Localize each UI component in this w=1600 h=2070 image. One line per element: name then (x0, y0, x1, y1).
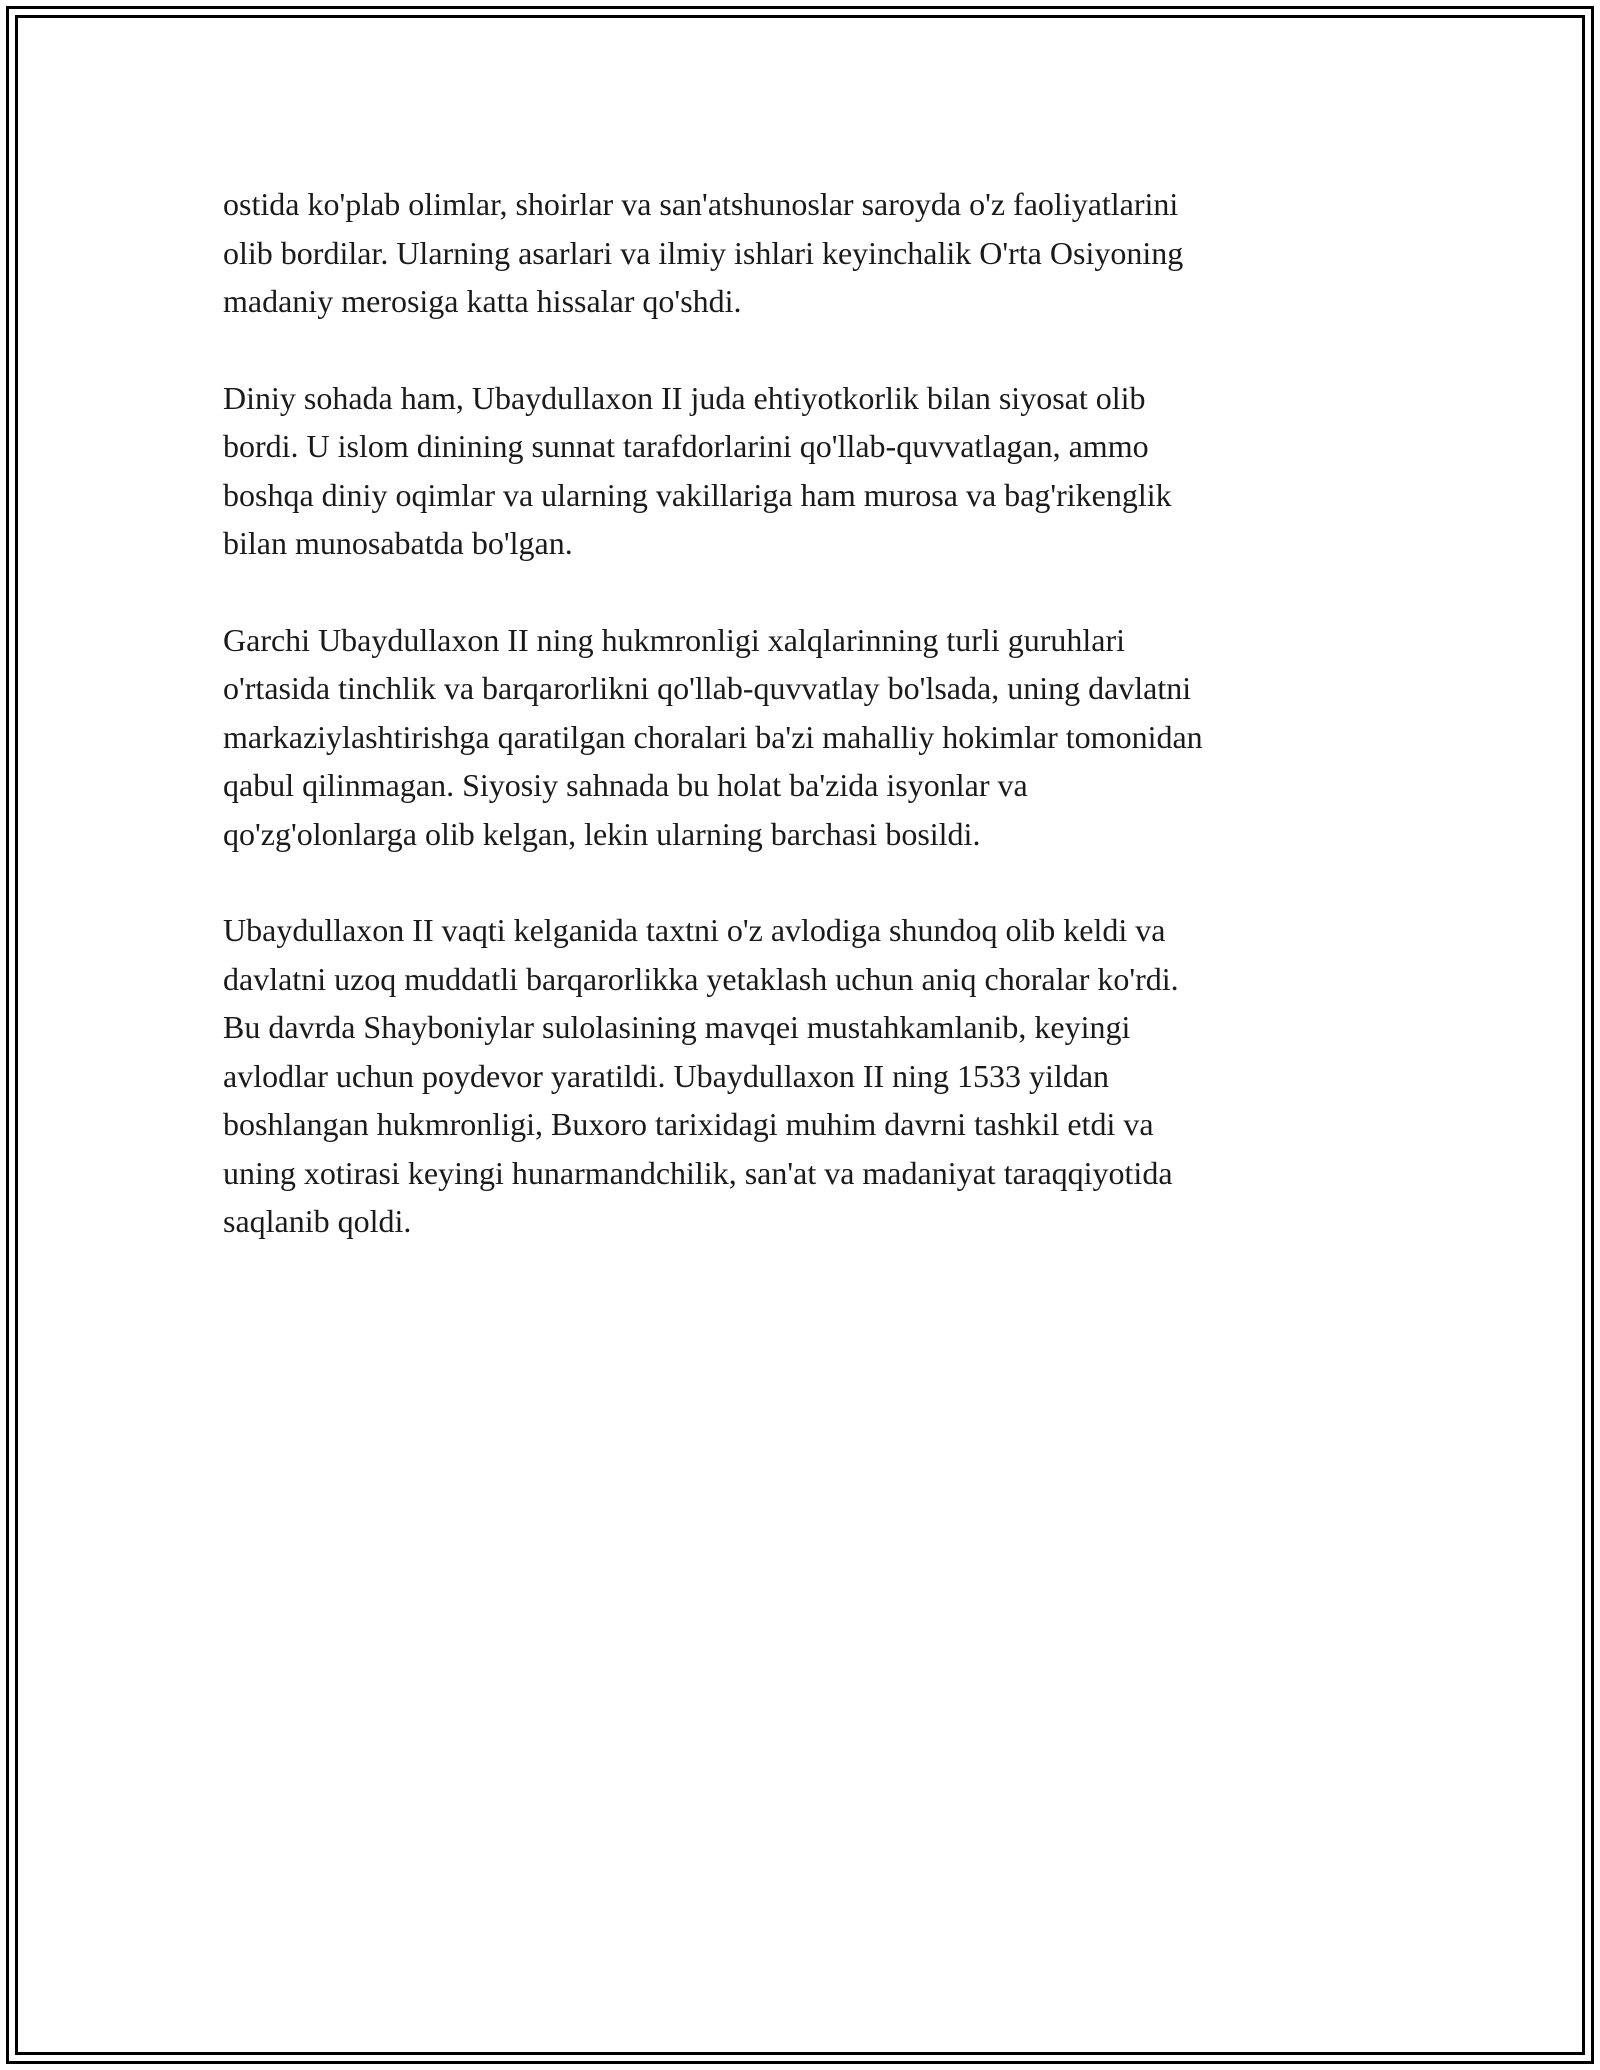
text-line: Garchi Ubaydullaxon II ning hukmronligi xalqlarinning turli guruhlari (223, 621, 1126, 658)
text-line: Bu davrda Shayboniylar sulolasining mavqei mustahkamlanib, keyingi (223, 1009, 1131, 1045)
paragraph-1 (223, 180, 1373, 326)
text-line: Ubaydullaxon II vaqti kelganida taxtni o'z avlodiga shundoq olib keldi va (223, 912, 1166, 948)
paragraph-3 (223, 616, 1373, 859)
text-line: saqlanib qoldi. (223, 1203, 412, 1239)
document-body (223, 180, 1373, 1294)
text-line: Diniy sohada ham, Ubaydullaxon II juda ehtiyotkorlik bilan siyosat olib (223, 379, 1146, 416)
paragraph-2 (223, 374, 1373, 568)
text-line: davlatni uzoq muddatli barqarorlikka yetaklash uchun aniq choralar ko'rdi. (223, 960, 1179, 997)
text-line: olib bordilar. Ularning asarlari va ilmiy ishlari keyinchalik O'rta Osiyoning (223, 234, 1184, 271)
text-line: boshqa diniy oqimlar va ularning vakillariga ham murosa va bag'rikenglik (223, 476, 1172, 513)
text-line: qo'zg'olonlarga olib kelgan, lekin ularning barchasi bosildi. (223, 815, 981, 852)
text-line: ostida ko'plab olimlar, shoirlar va san'atshunoslar saroyda o'z faoliyatlarini (223, 186, 1179, 222)
paragraph-4 (223, 906, 1373, 1246)
text-line: bordi. U islom dinining sunnat tarafdorlarini qo'llab-quvvatlagan, ammo (223, 428, 1149, 464)
text-line: qabul qilinmagan. Siyosiy sahnada bu holat ba'zida isyonlar va (223, 767, 1028, 803)
text-line: uning xotirasi keyingi hunarmandchilik, san'at va madaniyat taraqqiyotida (223, 1154, 1173, 1191)
text-line: bilan munosabatda bo'lgan. (223, 525, 573, 561)
text-line: o'rtasida tinchlik va barqarorlikni qo'llab-quvvatlay bo'lsada, uning davlatni (223, 670, 1192, 706)
text-line: avlodlar uchun poydevor yaratildi. Ubaydullaxon II ning 1533 yildan (223, 1057, 1110, 1094)
text-line: markaziylashtirishga qaratilgan choralari ba'zi mahalliy hokimlar tomonidan (223, 718, 1203, 755)
text-line: boshlangan hukmronligi, Buxoro tarixidagi muhim davrni tashkil etdi va (223, 1106, 1154, 1142)
text-line: madaniy merosiga katta hissalar qo'shdi. (223, 283, 742, 319)
